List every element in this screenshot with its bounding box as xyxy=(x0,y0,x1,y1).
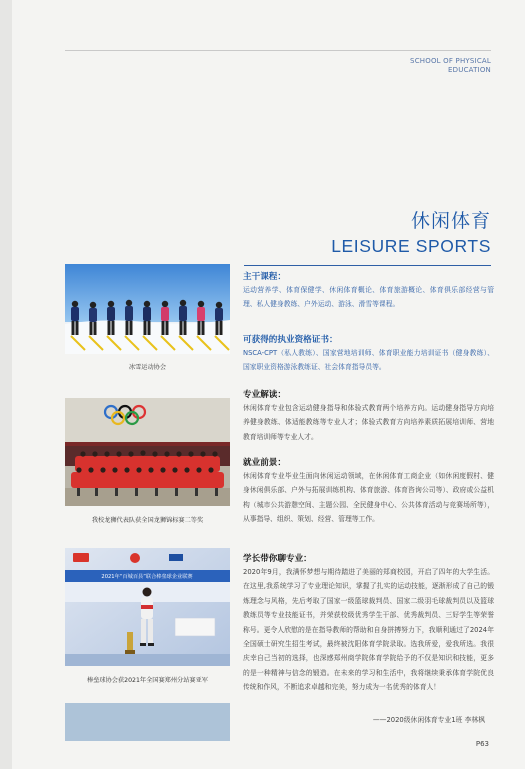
page-title-en: LEISURE SPORTS xyxy=(331,236,491,256)
left-margin-strip xyxy=(0,0,12,769)
senior-body: 2020年9月，我满怀梦想与期待踏进了美丽的郑商校园，开启了四年的大学生活。在这里,我系统学习了专业理论知识，掌握了扎实的运动技能，逐渐形成了自己的锻炼理念与风格，先后考取了国家一级篮球裁判员、国家二级羽毛球裁判员以及篮球教练员等专业技能证书，并荣获校级优秀学生干部、优秀裁判员、三好学生等荣誉称号。更令人欣慰的是在指导教师的帮助和自身拼搏努力下，我顺利通过了2024年全国硕士研究生招生考试，最终被沈阳体育学院录取。选我所爱，爱我所选。我很庆幸自己当初的选择，也深感郑州商学院体育学院给予的不仅是知识和技能，更多的是一种精神与信念的锻造。在未来的学习和生活中，我将继续秉承体育学院优良传统和作风，不断追求卓越和完美，努力成为一名优秀的体育人！ xyxy=(243,568,494,692)
photo-banner-text: 2021年“百城百县”联合棒垒球企业联赛 xyxy=(101,574,193,580)
career-body: 休闲体育专业毕业生面向休闲运动领域，在休闲体育工商企业（如休闲度假村、健身休闲俱乐部、户外与拓展训练机构、体育旅游、体育咨询公司等）、政府或公益机构（城市公共游憩空间、主题公园、全民健身中心、公共体育活动与竞赛场所等），从事指导、组织、策划、经营、管理等工作。 xyxy=(243,472,494,524)
school-header xyxy=(291,57,491,75)
page-number: P63 xyxy=(475,740,489,748)
ski-club-photo xyxy=(65,264,230,354)
photo-caption-baseball: 棒垒球协会获2021年全国赛郑州分站赛亚军 xyxy=(87,677,208,684)
courses-body: 运动营养学、体育保健学、休闲体育概论、体育旅游概论、体育俱乐部经营与管理、私人健身教练、户外运动、游泳、滑雪等课程。 xyxy=(243,286,494,309)
header-rule xyxy=(65,50,491,51)
career-heading: 就业前景： xyxy=(243,458,286,468)
section-certs xyxy=(243,334,494,375)
title-rule xyxy=(244,265,491,266)
baseball-award-photo xyxy=(65,548,230,666)
section-courses xyxy=(243,271,494,312)
photo-caption-dragon: 我校龙狮代表队获全国龙狮锦标赛二等奖 xyxy=(91,517,204,524)
intro-heading: 专业解读： xyxy=(243,390,286,400)
decorative-blue-box xyxy=(65,703,230,741)
photo-caption-ski: 冰雪运动协会 xyxy=(128,364,167,371)
section-career xyxy=(243,457,494,527)
page-title-cn: 休闲体育 xyxy=(410,210,491,232)
senior-heading: 学长带你聊专业： xyxy=(243,554,312,564)
certs-body: NSCA-CPT（私人教练）、国家营地培训师、体育职业能力培训证书（健身教练）、国家职业资格游泳教练证、社会体育指导员等。 xyxy=(243,349,494,372)
intro-body: 休闲体育专业包含运动健身指导和体验式教育两个培养方向。运动健身指导方向培养健身教练、体适能教练等专业人才；体验式教育方向培养素质拓展培训师、营地教育培训师等专业人才。 xyxy=(243,404,494,441)
dragon-lion-team-photo xyxy=(65,398,230,506)
courses-heading: 主干课程： xyxy=(243,272,286,282)
certs-heading: 可获得的执业资格证书： xyxy=(243,335,338,345)
senior-signature: ——2020级休闲体育专业1班 李林枫 xyxy=(372,716,485,724)
school-line-1: SCHOOL OF PHYSICAL xyxy=(410,57,491,65)
school-line-2: EDUCATION xyxy=(448,66,491,74)
section-senior xyxy=(243,553,494,695)
section-intro xyxy=(243,389,494,444)
